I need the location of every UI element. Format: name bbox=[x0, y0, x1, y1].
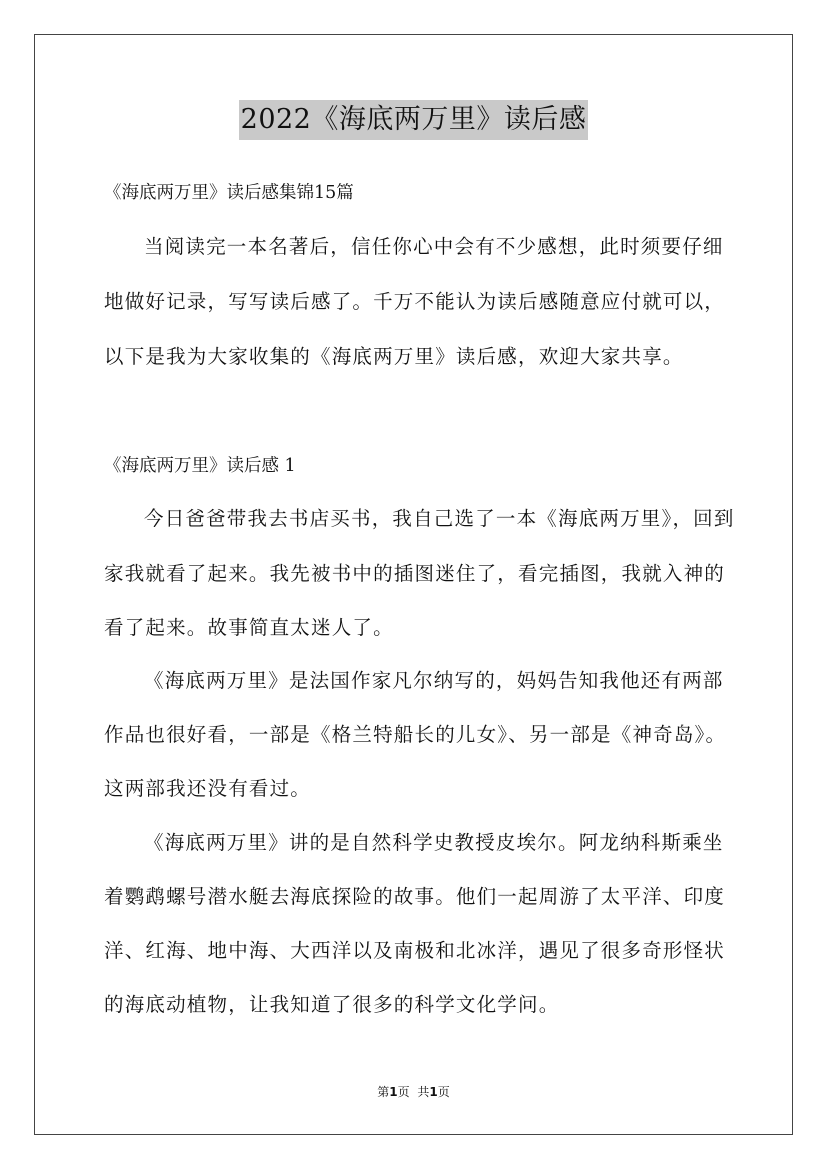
paragraph-line: 的海底动植物，让我知道了很多的科学文化学问。 bbox=[104, 993, 560, 1016]
total-unit: 页 bbox=[437, 1085, 450, 1099]
paragraph-line: 今日爸爸带我去书店买书，我自己选了一本《海底两万里》，回到 bbox=[144, 507, 735, 530]
document-title: 2022《海底两万里》读后感 bbox=[239, 100, 589, 140]
intro-line: 以下是我为大家收集的《海底两万里》读后感，欢迎大家共享。 bbox=[104, 345, 684, 368]
page-total: 1 bbox=[429, 1085, 438, 1099]
page-prefix: 第 bbox=[377, 1085, 390, 1099]
paragraph-line: 《海底两万里》是法国作家凡尔纳写的，妈妈告知我他还有两部 bbox=[144, 669, 724, 692]
total-prefix: 共 bbox=[417, 1085, 430, 1099]
paragraph-line: 洋、红海、地中海、大西洋以及南极和北冰洋，遇见了很多奇形怪状 bbox=[104, 939, 726, 962]
paragraph-line: 这两部我还没有看过。 bbox=[104, 777, 312, 800]
intro-line: 当阅读完一本名著后，信任你心中会有不少感想，此时须要仔细 bbox=[144, 235, 724, 258]
intro-line: 地做好记录，写写读后感了。千万不能认为读后感随意应付就可以， bbox=[104, 290, 726, 313]
page-footer bbox=[0, 1083, 827, 1100]
paragraph-line: 家我就看了起来。我先被书中的插图迷住了，看完插图，我就入神的 bbox=[104, 562, 726, 585]
paragraph-line: 看了起来。故事简直太迷人了。 bbox=[104, 616, 394, 639]
paragraph-line: 《海底两万里》讲的是自然科学史教授皮埃尔。阿龙纳科斯乘坐 bbox=[144, 831, 724, 854]
document-subtitle: 《海底两万里》读后感集锦15篇 bbox=[104, 183, 354, 203]
paragraph-line: 作品也很好看，一部是《格兰特船长的儿女》、另一部是《神奇岛》。 bbox=[104, 723, 727, 746]
title-container bbox=[0, 100, 827, 140]
page-current: 1 bbox=[389, 1085, 398, 1099]
paragraph-line: 着鹦鹉螺号潜水艇去海底探险的故事。他们一起周游了太平洋、印度 bbox=[104, 885, 726, 908]
page-unit: 页 bbox=[397, 1085, 410, 1099]
section-heading: 《海底两万里》读后感 1 bbox=[104, 456, 296, 476]
